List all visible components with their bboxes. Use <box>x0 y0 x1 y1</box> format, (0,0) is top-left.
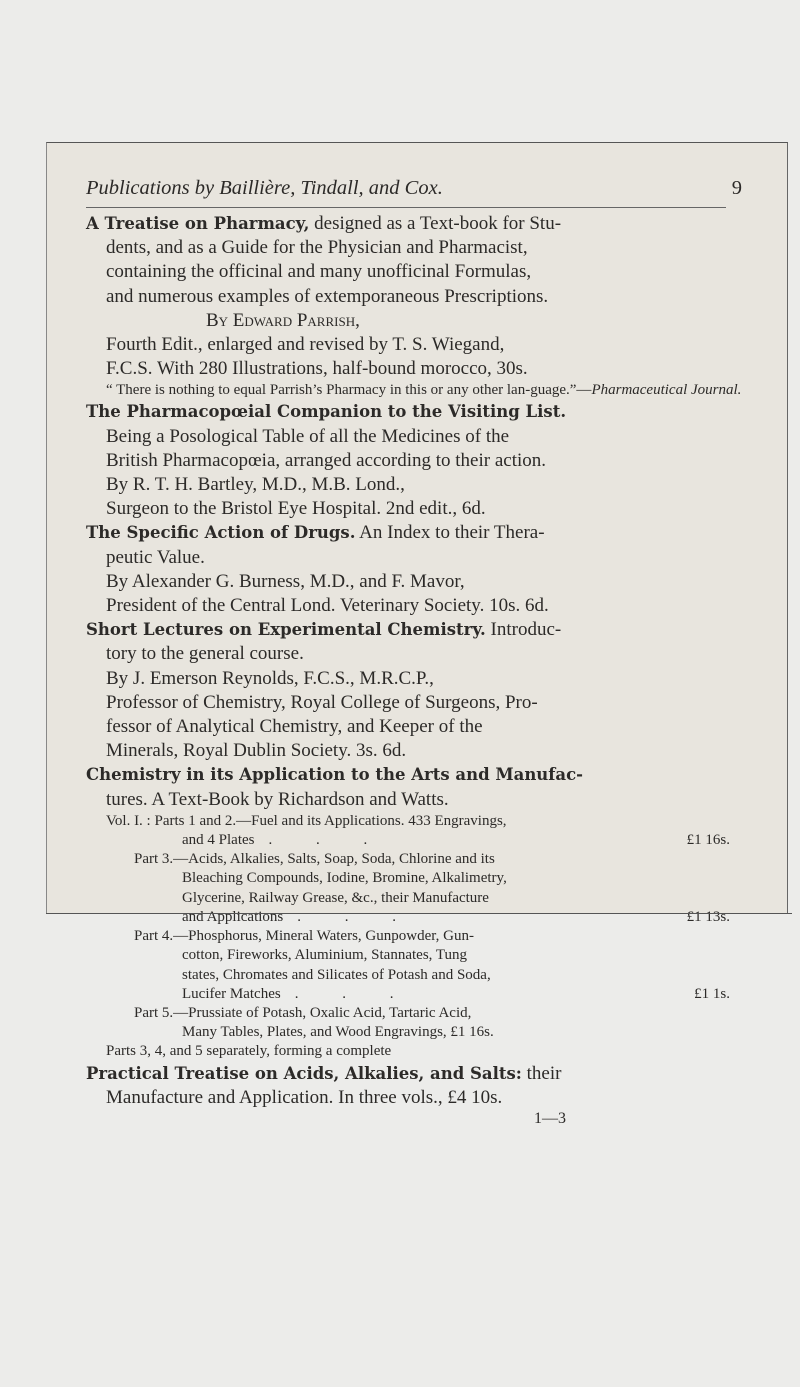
entry-line: Surgeon to the Bristol Eye Hospital. 2nd edit., 6d. <box>106 498 486 520</box>
volume-part-line: cotton, Fireworks, Aluminium, Stannates, Tung <box>182 947 468 964</box>
entry-author: By J. Emerson Reynolds, F.C.S., M.R.C.P., <box>106 667 434 689</box>
catalogue-entry <box>86 400 746 521</box>
volume-note: Parts 3, 4, and 5 separately, forming a complete <box>106 1043 392 1060</box>
volume-part-line: Many Tables, Plates, and Wood Engravings, £1 16s. <box>182 1024 494 1041</box>
entry-line: Fourth Edit., enlarged and revised by T. S. Wiegand, <box>106 334 505 356</box>
entry-line: Introduc- <box>485 619 562 641</box>
entry-line: President of the Central Lond. Veterinary Society. 10s. 6d. <box>106 595 549 617</box>
price: £1 13s. <box>686 908 730 925</box>
volume-part: Part 3.—Acids, Alkalies, Salts, Soap, Soda, Chlorine and its <box>134 851 495 868</box>
running-header <box>86 176 742 200</box>
entry-title: The Pharmacopœial Companion to the Visiting List. <box>86 402 567 422</box>
header-rule <box>86 207 726 208</box>
volume-part: Part 4.—Phosphorus, Mineral Waters, Gunpowder, Gun- <box>134 928 474 945</box>
entry-title: Short Lectures on Experimental Chemistry. <box>86 620 486 640</box>
entry-title: A Treatise on Pharmacy, <box>86 214 310 233</box>
catalogue-entry <box>86 521 746 618</box>
entry-line: peutic Value. <box>106 546 205 568</box>
volume-part-line: Glycerine, Railway Grease, &c., their Manufacture <box>182 889 489 906</box>
volume-part-line: states, Chromates and Silicates of Potash and Soda, <box>182 966 491 983</box>
quote-source: Pharmaceutical Journal. <box>591 382 742 399</box>
entry-author: By Alexander G. Burness, M.D., and F. Mavor, <box>106 570 465 592</box>
catalogue-entry <box>86 212 746 400</box>
entry-line: Being a Posological Table of all the Medicines of the <box>106 425 510 447</box>
signature-mark: 1—3 <box>534 1109 566 1127</box>
entry-line: Minerals, Royal Dublin Society. 3s. 6d. <box>106 740 407 762</box>
entry-title: The Specific Action of Drugs. <box>86 523 356 543</box>
volume-part-line: Lucifer Matches . . . £1 1s. <box>86 985 746 1004</box>
volume-intro: Vol. I. : Parts 1 and 2.—Fuel and its Applications. 433 Engravings, <box>106 812 507 829</box>
entry-line: fessor of Analytical Chemistry, and Keeper of the <box>106 716 483 738</box>
page-number: 9 <box>731 177 742 199</box>
entry-line: Professor of Chemistry, Royal College of Surgeons, Pro- <box>106 691 538 713</box>
entry-author: By Edward Parrish, <box>206 309 360 331</box>
catalogue-entry <box>86 618 746 763</box>
entry-line: tures. A Text-Book by Richardson and Watts. <box>106 788 449 810</box>
entry-line: An Index to their Thera- <box>355 522 545 544</box>
bottom-rule <box>46 913 792 914</box>
volume-part: and 4 Plates . . . £1 16s. <box>86 831 746 850</box>
entry-author: By R. T. H. Bartley, M.D., M.B. Lond., <box>106 474 405 496</box>
entry-line: tory to the general course. <box>106 643 304 665</box>
entry-line: designed as a Text-book for Stu- <box>309 213 562 234</box>
entry-title: Practical Treatise on Acids, Alkalies, and Salts: <box>86 1063 522 1083</box>
price: £1 16s. <box>686 832 730 849</box>
catalogue-entry <box>86 1062 746 1110</box>
entry-line: dents, and as a Guide for the Physician and Pharmacist, <box>106 237 528 259</box>
volume-part-line: and Applications . . . £1 13s. <box>86 908 746 927</box>
volume-contents <box>86 812 746 1062</box>
price: £1 1s. <box>694 985 730 1002</box>
catalogue-listing <box>86 212 746 1128</box>
entry-line: British Pharmacopœia, arranged according to their action. <box>106 449 547 471</box>
entry-line: and numerous examples of extemporaneous Prescriptions. <box>106 285 549 307</box>
entry-title: Chemistry in its Application to the Arts and Manufac- <box>86 765 583 785</box>
entry-line: F.C.S. With 280 Illustrations, half-bound morocco, 30s. <box>106 358 528 380</box>
volume-part: Part 5.—Prussiate of Potash, Oxalic Acid, Tartaric Acid, <box>134 1004 472 1021</box>
entry-line: containing the officinal and many unofficinal Formulas, <box>106 261 532 283</box>
entry-line: their <box>521 1062 562 1084</box>
review-quote: “ There is nothing to equal Parrish’s Pharmacy in this or any other lan-guage.”—Pharmaceutical Journal. <box>106 382 742 399</box>
entry-line: Manufacture and Application. In three vols., £4 10s. <box>106 1086 503 1108</box>
running-title: Publications by Baillière, Tindall, and Cox. <box>86 177 443 199</box>
volume-part-line: Bleaching Compounds, Iodine, Bromine, Alkalimetry, <box>182 870 507 887</box>
